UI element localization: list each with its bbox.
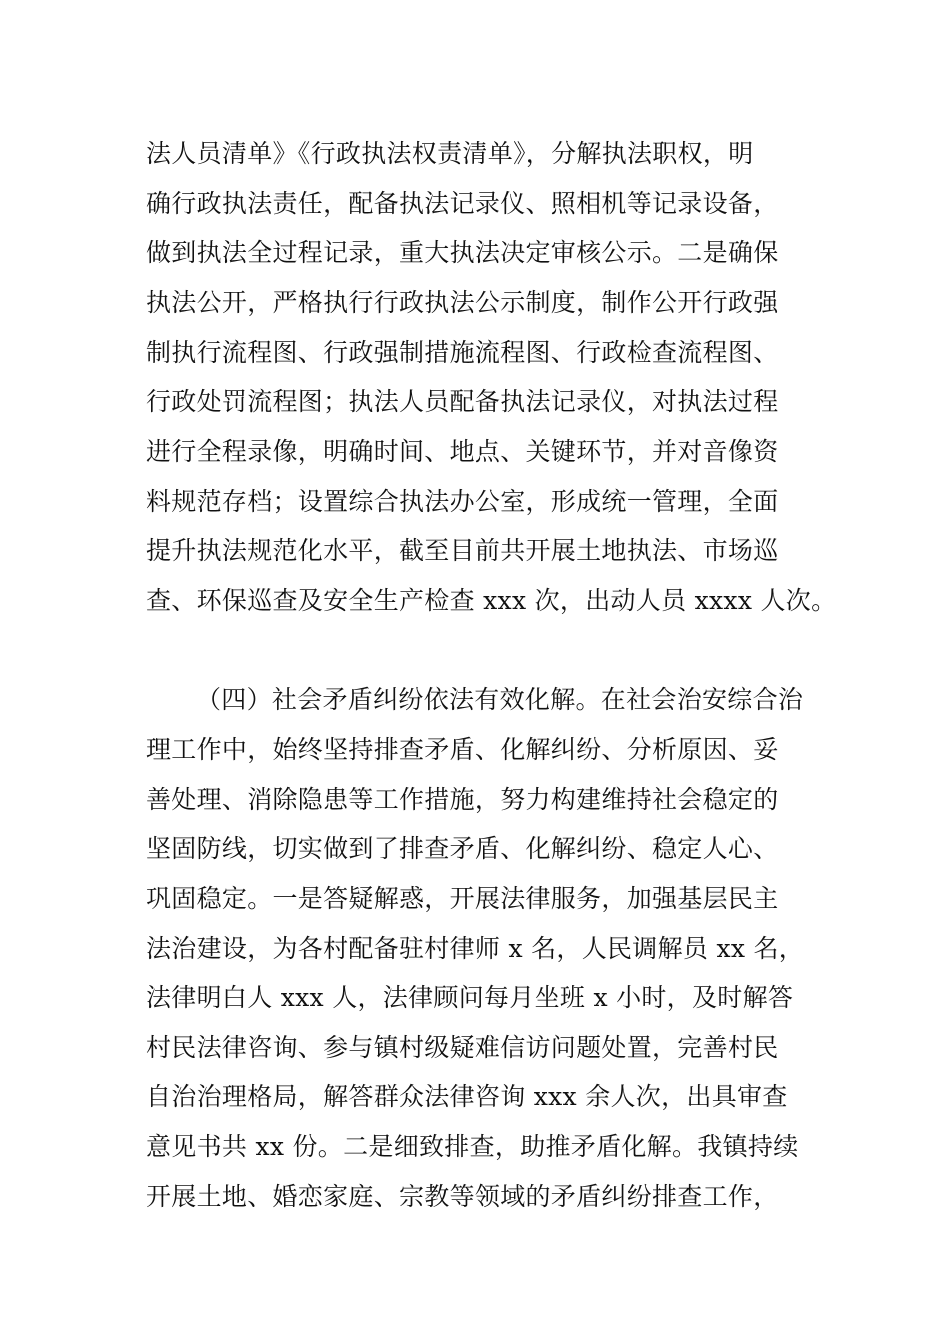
text-line: 理工作中，始终坚持排查矛盾、化解纠纷、分析原因、妥	[146, 735, 779, 764]
text-line: 制执行流程图、行政强制措施流程图、行政检查流程图、	[146, 338, 779, 367]
text-line: 村民法律咨询、参与镇村级疑难信访问题处置，完善村民	[146, 1033, 779, 1062]
text-line: 开展土地、婚恋家庭、宗教等领域的矛盾纠纷排查工作，	[146, 1182, 779, 1211]
text-line: 做到执法全过程记录，重大执法决定审核公示。二是确保	[146, 238, 779, 267]
text-line: 法人员清单》《行政执法权责清单》，分解执法职权，明	[146, 139, 754, 168]
text-line: 查、环保巡查及安全生产检查 xxx 次，出动人员 xxxx 人次。	[146, 586, 837, 615]
text-line: 确行政执法责任，配备执法记录仪、照相机等记录设备，	[146, 189, 779, 218]
text-line: 提升执法规范化水平，截至目前共开展土地执法、市场巡	[146, 536, 779, 565]
text-line: 善处理、消除隐患等工作措施，努力构建维持社会稳定的	[146, 785, 779, 814]
text-line: 法治建设，为各村配备驻村律师 x 名，人民调解员 xx 名，	[146, 934, 805, 963]
text-line: 法律明白人 xxx 人，法律顾问每月坐班 x 小时，及时解答	[146, 983, 794, 1012]
text-line: 意见书共 xx 份。二是细致排查，助推矛盾化解。我镇持续	[146, 1132, 799, 1161]
text-line: 巩固稳定。一是答疑解惑，开展法律服务，加强基层民主	[146, 884, 779, 913]
text-line: 料规范存档；设置综合执法办公室，形成统一管理，全面	[146, 487, 779, 516]
section-heading-line: （四）社会矛盾纠纷依法有效化解。在社会治安综合治	[196, 685, 804, 714]
text-line: 进行全程录像，明确时间、地点、关键环节，并对音像资	[146, 437, 779, 466]
text-line: 自治治理格局，解答群众法律咨询 xxx 余人次，出具审查	[146, 1082, 788, 1111]
text-line: 执法公开，严格执行行政执法公示制度，制作公开行政强	[146, 288, 779, 317]
text-line: 行政处罚流程图；执法人员配备执法记录仪，对执法过程	[146, 387, 779, 416]
text-line: 坚固防线，切实做到了排查矛盾、化解纠纷、稳定人心、	[146, 834, 779, 863]
